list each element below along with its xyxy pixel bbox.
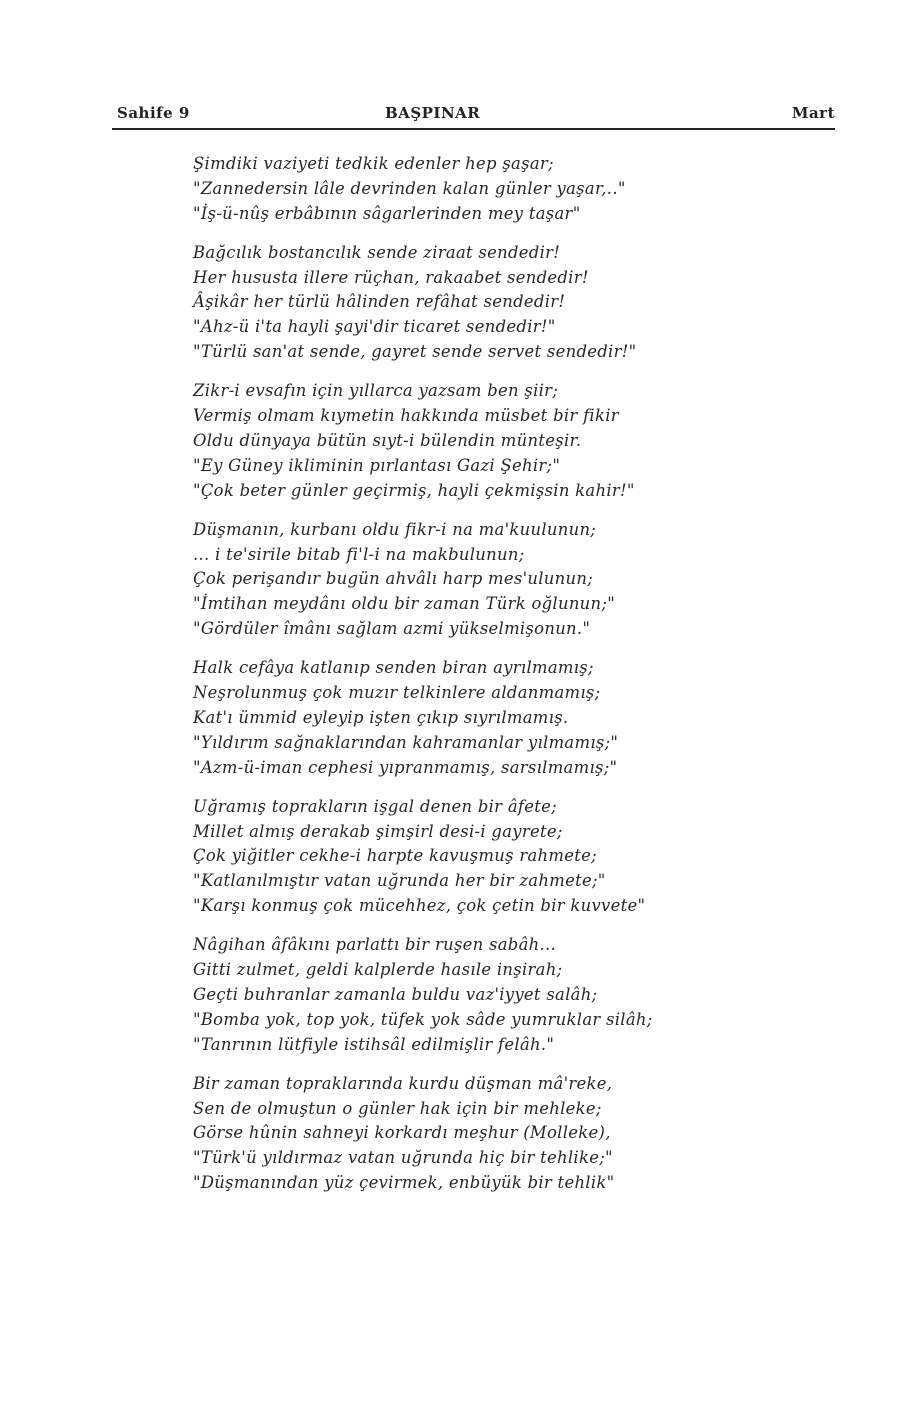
poem-line: "İmtihan meydânı oldu bir zaman Türk oğlunun;": [193, 594, 616, 614]
poem-line: Millet almış derakab şimşirl desi-i gayrete;: [193, 821, 563, 841]
poem-line: Çok yiğitler cekhe-i harpte kavuşmuş rahmete;: [193, 846, 597, 866]
poem-line: Bir zaman topraklarında kurdu düşman mâ'reke,: [193, 1073, 613, 1093]
poem-line: "Karşı konmuş çok mücehhez, çok çetin bir kuvvete": [193, 896, 646, 916]
poem-line: Vermiş olmam kıymetin hakkında müsbet bir fikir: [193, 406, 619, 426]
poem-line: "Türk'ü yıldırmaz vatan uğrunda hiç bir tehlike;": [193, 1148, 613, 1168]
poem-line: Görse hûnin sahneyi korkardı meşhur (Molleke),: [193, 1123, 611, 1143]
poem-line: Oldu dünyaya bütün sıyt-i bülendin münteşir.: [193, 430, 582, 450]
page-number: Sahife 9: [117, 104, 190, 122]
poem-line: Nâgihan âfâkını parlattı bir ruşen sabâh...: [193, 935, 557, 955]
poem-line: "Düşmanından yüz çevirmek, enbüyük bir tehlik": [193, 1172, 615, 1192]
stanza: [193, 1072, 783, 1196]
poem-line: "Gördüler îmânı sağlam azmi yükselmişonun.": [193, 619, 591, 639]
poem-line: "Zannedersin lâle devrinden kalan günler yaşar,..": [193, 178, 626, 198]
header-rule: [112, 128, 835, 130]
poem-line: Kat'ı ümmid eyleyip işten çıkıp sıyrılmamış.: [193, 707, 569, 727]
poem-line: Âşikâr her türlü hâlinden refâhat sendedir!: [193, 292, 566, 312]
poem-line: Zikr-i evsafın için yıllarca yazsam ben şiir;: [193, 381, 559, 401]
stanza: [193, 241, 783, 365]
poem-line: "Yıldırım sağnaklarından kahramanlar yılmamış;": [193, 732, 619, 752]
stanza: [193, 795, 783, 919]
publication-title: BAŞPINAR: [385, 104, 481, 122]
poem-line: Geçti buhranlar zamanla buldu vaz'iyyet salâh;: [193, 984, 598, 1004]
poem-line: Halk cefâya katlanıp senden biran ayrılmamış;: [193, 658, 594, 678]
stanza: [193, 152, 783, 226]
poem-line: Sen de olmuştun o günler hak için bir mehleke;: [193, 1098, 602, 1118]
poem-line: Düşmanın, kurbanı oldu fikr-i na ma'kuulunun;: [193, 519, 597, 539]
poem-line: Çok perişandır bugün ahvâlı harp mes'ulunun;: [193, 569, 594, 589]
poem-line: ... i te'sirile bitab fi'l-i na makbulunun;: [193, 544, 525, 564]
poem-line: "Ey Güney ikliminin pırlantası Gazi Şehir;": [193, 455, 561, 475]
poem-body: [193, 152, 783, 1210]
poem-line: "Bomba yok, top yok, tüfek yok sâde yumruklar silâh;: [193, 1009, 653, 1029]
poem-line: Bağcılık bostancılık sende ziraat sendedir!: [193, 242, 561, 262]
poem-line: "Çok beter günler geçirmiş, hayli çekmişsin kahir!": [193, 480, 635, 500]
stanza: [193, 379, 783, 503]
poem-line: Neşrolunmuş çok muzır telkinlere aldanmamış;: [193, 683, 601, 703]
issue-month: Mart: [791, 104, 835, 122]
poem-line: "Katlanılmıştır vatan uğrunda her bir zahmete;": [193, 871, 606, 891]
poem-line: "Ahz-ü i'ta hayli şayi'dir ticaret sendedir!": [193, 317, 556, 337]
poem-line: "Azm-ü-iman cephesi yıpranmamış, sarsılmamış;": [193, 757, 618, 777]
page-header: [117, 104, 835, 128]
stanza: [193, 933, 783, 1057]
poem-line: Şimdiki vaziyeti tedkik edenler hep şaşar;: [193, 154, 554, 173]
poem-line: "İş-ü-nûş erbâbının sâgarlerinden mey taşar": [193, 203, 581, 223]
stanza: [193, 656, 783, 780]
poem-line: Gitti zulmet, geldi kalplerde hasıle inşirah;: [193, 960, 563, 980]
poem-line: Uğramış toprakların işgal denen bir âfete;: [193, 796, 557, 816]
poem-line: "Tanrının lütfiyle istihsâl edilmişlir felâh.": [193, 1034, 555, 1054]
poem-line: Her hususta illere rüçhan, rakaabet sendedir!: [193, 267, 589, 287]
stanza: [193, 518, 783, 642]
poem-line: "Türlü san'at sende, gayret sende servet sendedir!": [193, 342, 637, 362]
